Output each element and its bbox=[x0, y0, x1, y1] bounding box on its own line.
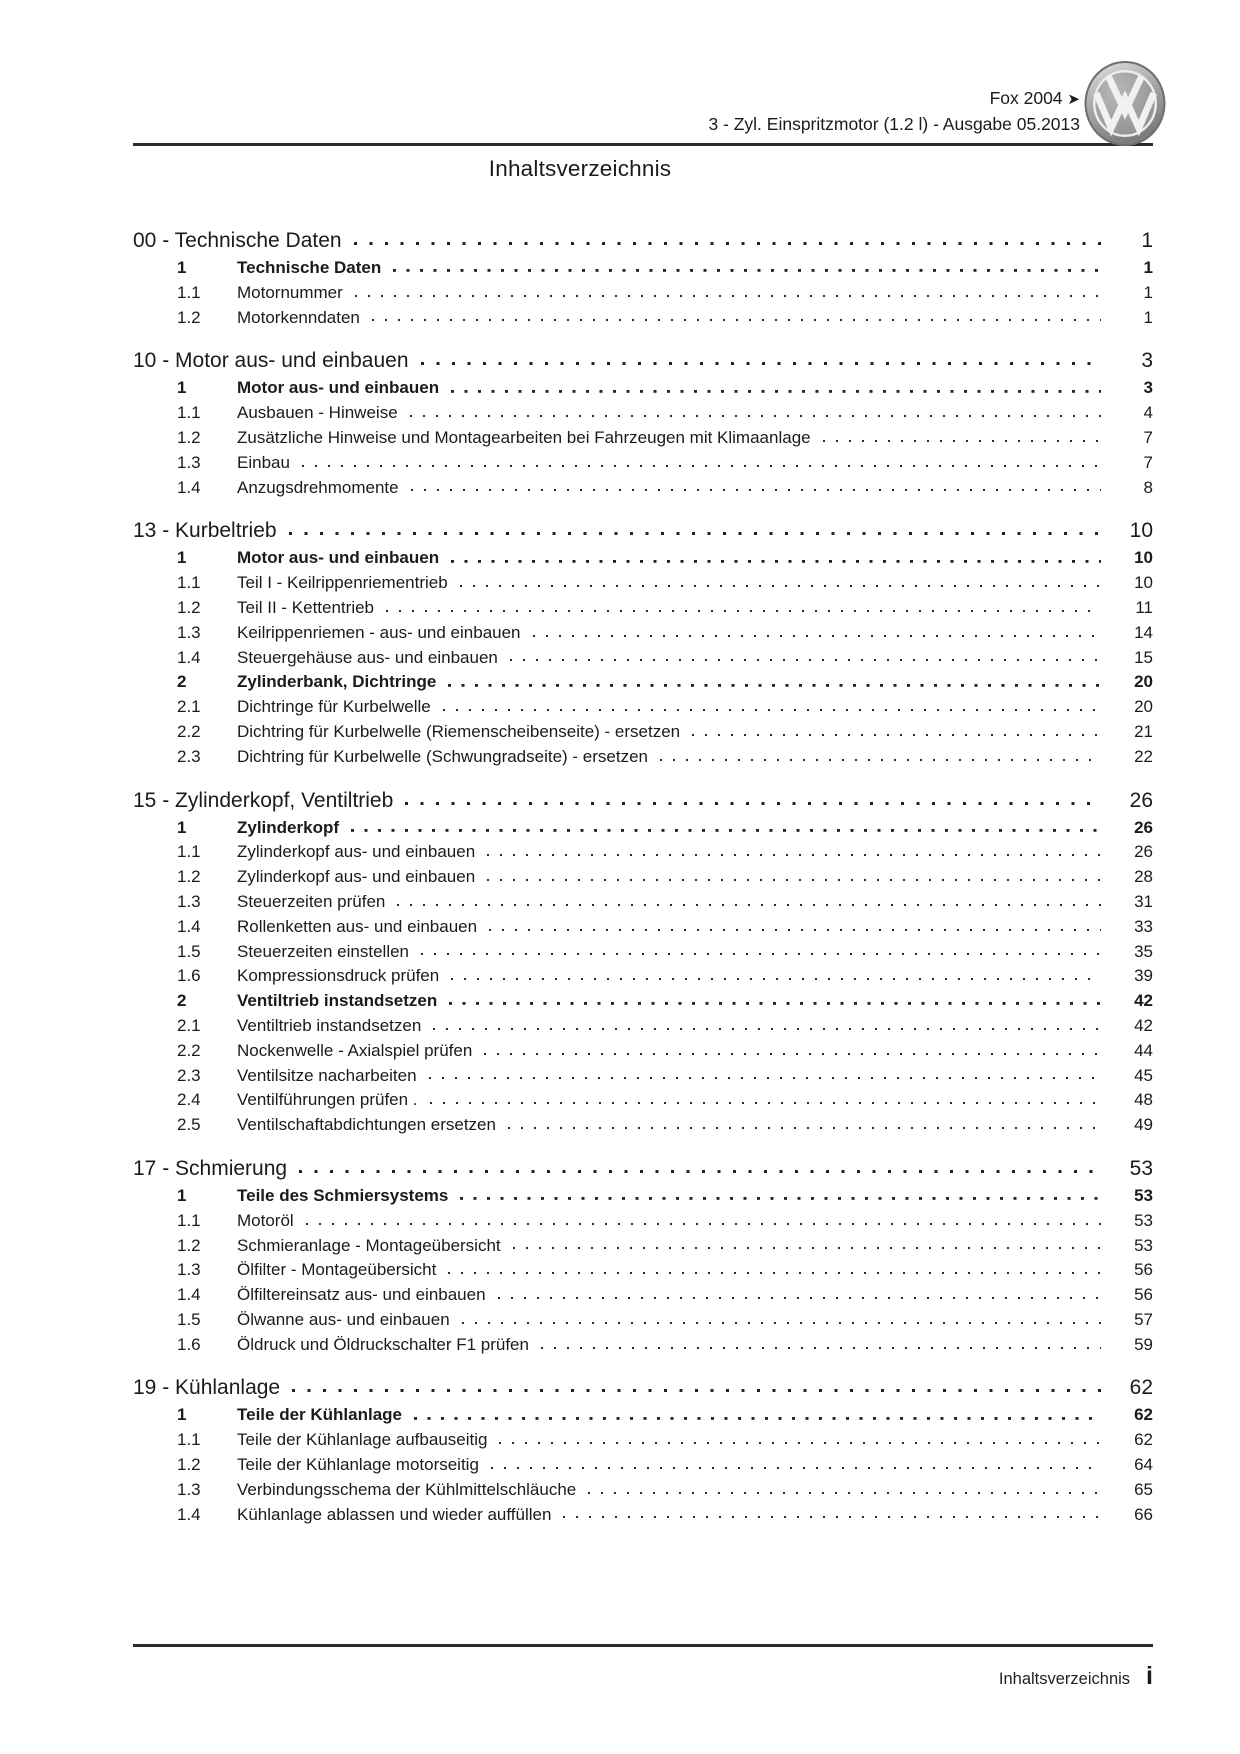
toc-entry-page: 26 bbox=[1134, 817, 1153, 837]
toc-entry-number: 1.3 bbox=[177, 1260, 201, 1280]
toc-entry-label: Motor aus- und einbauen bbox=[237, 378, 440, 398]
toc-section-title: 13 - Kurbeltrieb bbox=[133, 519, 277, 543]
toc-entry bbox=[133, 571, 1153, 596]
toc-entry bbox=[133, 865, 1153, 890]
toc-entry bbox=[133, 596, 1153, 621]
dot-leader bbox=[443, 696, 1101, 712]
dot-leader bbox=[533, 622, 1101, 638]
toc-entry-number: 1.1 bbox=[177, 282, 201, 302]
toc-entry-label: Motor aus- und einbauen bbox=[237, 548, 440, 568]
toc-section bbox=[133, 226, 1153, 330]
toc-entry-page: 10 bbox=[1134, 548, 1153, 568]
toc-entry-number: 1.4 bbox=[177, 1504, 201, 1524]
toc-entry-number: 1.2 bbox=[177, 307, 201, 327]
toc-entry-label: Steuerzeiten einstellen bbox=[237, 941, 410, 961]
toc-entry-page: 28 bbox=[1134, 867, 1153, 887]
dot-leader bbox=[289, 521, 1101, 537]
toc-entry-page: 20 bbox=[1134, 697, 1153, 717]
toc-entry bbox=[133, 621, 1153, 646]
toc-entry-label: Ölfilter - Montageübersicht bbox=[237, 1260, 437, 1280]
dot-leader bbox=[306, 1210, 1101, 1226]
toc-section-title: 19 - Kühlanlage bbox=[133, 1376, 281, 1400]
toc-entry-page: 42 bbox=[1134, 991, 1153, 1011]
toc-section bbox=[133, 786, 1153, 1138]
toc-entry bbox=[133, 451, 1153, 476]
toc-entry-number: 1.4 bbox=[177, 477, 201, 497]
toc-entry-label: Ölfiltereinsatz aus- und einbauen bbox=[237, 1285, 486, 1305]
vw-logo bbox=[1084, 60, 1166, 147]
dot-leader bbox=[484, 1040, 1101, 1056]
toc-entry-label: Zylinderkopf aus- und einbauen bbox=[237, 842, 476, 862]
toc bbox=[133, 226, 1153, 1527]
toc-entry-number: 2 bbox=[177, 672, 187, 692]
toc-entry bbox=[133, 1258, 1153, 1283]
toc-entry-page: 26 bbox=[1134, 842, 1153, 862]
dot-leader bbox=[429, 1065, 1101, 1081]
footer-rule bbox=[133, 1644, 1153, 1647]
toc-entry-number: 1.4 bbox=[177, 647, 201, 667]
header-subtitle: 3 - Zyl. Einspritzmotor (1.2 l) - Ausgabe 05.2013 bbox=[708, 114, 1080, 134]
dot-leader bbox=[563, 1504, 1101, 1520]
dot-leader bbox=[460, 1185, 1101, 1201]
toc-section-title: 10 - Motor aus- und einbauen bbox=[133, 349, 409, 373]
toc-entry-page: 20 bbox=[1134, 672, 1153, 692]
toc-entry bbox=[133, 1014, 1153, 1039]
toc-entry-page: 59 bbox=[1134, 1334, 1153, 1354]
toc-entry-label: Ventilführungen prüfen . bbox=[237, 1090, 418, 1110]
toc-section-page: 62 bbox=[1129, 1376, 1153, 1400]
toc-entry-number: 1.5 bbox=[177, 941, 201, 961]
toc-entry bbox=[133, 1039, 1153, 1064]
toc-entry-number: 2.4 bbox=[177, 1090, 201, 1110]
toc-entry-page: 45 bbox=[1134, 1065, 1153, 1085]
toc-entry bbox=[133, 546, 1153, 571]
toc-entry-label: Dichtring für Kurbelwelle (Riemenscheibenseite) - ersetzen bbox=[237, 721, 681, 741]
toc-entry-label: Zylinderkopf aus- und einbauen bbox=[237, 867, 476, 887]
dot-leader bbox=[489, 916, 1101, 932]
toc-entry bbox=[133, 964, 1153, 989]
toc-entry-label: Nockenwelle - Axialspiel prüfen bbox=[237, 1040, 473, 1060]
toc-section-heading bbox=[133, 1154, 1153, 1184]
toc-entry bbox=[133, 745, 1153, 770]
toc-entry bbox=[133, 989, 1153, 1014]
toc-entry-label: Öldruck und Öldruckschalter F1 prüfen bbox=[237, 1334, 529, 1354]
toc-entry-page: 62 bbox=[1134, 1430, 1153, 1450]
toc-entry bbox=[133, 256, 1153, 281]
dot-leader bbox=[660, 746, 1101, 762]
toc-section-page: 10 bbox=[1129, 519, 1153, 543]
toc-section bbox=[133, 1373, 1153, 1527]
dot-leader bbox=[448, 671, 1101, 687]
dot-leader bbox=[411, 477, 1101, 493]
dot-leader bbox=[491, 1454, 1101, 1470]
toc-entry bbox=[133, 376, 1153, 401]
toc-entry-number: 2.5 bbox=[177, 1115, 201, 1135]
toc-entry-label: Motorkenndaten bbox=[237, 307, 360, 327]
dot-leader bbox=[498, 1284, 1101, 1300]
toc-entry-label: Motoröl bbox=[237, 1210, 294, 1230]
toc-entry-page: 49 bbox=[1134, 1115, 1153, 1135]
toc-entry-label: Anzugsdrehmomente bbox=[237, 477, 399, 497]
dot-leader bbox=[451, 965, 1101, 981]
dot-leader bbox=[510, 647, 1101, 663]
toc-entry-number: 2.3 bbox=[177, 746, 201, 766]
toc-entry-number: 1 bbox=[177, 378, 187, 398]
toc-entry-number: 1 bbox=[177, 1405, 187, 1425]
toc-entry-number: 2.2 bbox=[177, 721, 201, 741]
toc-entry bbox=[133, 426, 1153, 451]
toc-entry-page: 66 bbox=[1134, 1504, 1153, 1524]
dot-leader bbox=[393, 257, 1101, 273]
toc-entry bbox=[133, 1478, 1153, 1503]
dot-leader bbox=[448, 1259, 1101, 1275]
toc-entry-label: Zylinderbank, Dichtringe bbox=[237, 672, 437, 692]
toc-entry bbox=[133, 306, 1153, 331]
header bbox=[133, 0, 1153, 146]
toc-section-title: 15 - Zylinderkopf, Ventiltrieb bbox=[133, 788, 394, 812]
toc-section bbox=[133, 516, 1153, 769]
toc-entry-number: 1.5 bbox=[177, 1309, 201, 1329]
toc-entry-number: 1 bbox=[177, 258, 187, 277]
footer-section-label: Inhaltsverzeichnis bbox=[998, 1670, 1131, 1688]
toc-entry-page: 56 bbox=[1134, 1285, 1153, 1305]
dot-leader bbox=[588, 1479, 1101, 1495]
dot-leader bbox=[299, 1159, 1101, 1175]
toc-entry-label: Kompressionsdruck prüfen bbox=[237, 966, 440, 986]
toc-entry bbox=[133, 1234, 1153, 1259]
dot-leader bbox=[354, 231, 1101, 247]
toc-entry bbox=[133, 1403, 1153, 1428]
toc-entry bbox=[133, 1088, 1153, 1113]
toc-entry bbox=[133, 1333, 1153, 1358]
toc-entry bbox=[133, 476, 1153, 501]
toc-entry-number: 1.6 bbox=[177, 1334, 201, 1354]
toc-entry bbox=[133, 401, 1153, 426]
toc-entry-number: 1.1 bbox=[177, 573, 201, 593]
toc-entry-number: 1.2 bbox=[177, 1455, 201, 1475]
toc-entry bbox=[133, 915, 1153, 940]
toc-section-title: 17 - Schmierung bbox=[133, 1156, 288, 1180]
toc-entry-page: 7 bbox=[1143, 452, 1153, 472]
toc-entry-label: Ölwanne aus- und einbauen bbox=[237, 1309, 450, 1329]
toc-entry-label: Teil I - Keilrippenriementrieb bbox=[237, 573, 448, 593]
dot-leader bbox=[355, 282, 1101, 298]
dot-leader bbox=[460, 572, 1101, 588]
dot-leader bbox=[451, 547, 1101, 563]
toc-entry-label: Teil II - Kettentrieb bbox=[237, 597, 375, 617]
toc-entry-page: 53 bbox=[1134, 1185, 1153, 1205]
toc-entry bbox=[133, 1453, 1153, 1478]
toc-entry-label: Teile des Schmiersystems bbox=[237, 1185, 449, 1205]
toc-entry-number: 2 bbox=[177, 991, 187, 1011]
dot-leader bbox=[451, 377, 1101, 393]
dot-leader bbox=[430, 1089, 1101, 1105]
toc-entry-page: 64 bbox=[1134, 1455, 1153, 1475]
dot-leader bbox=[302, 452, 1101, 468]
toc-section-heading bbox=[133, 346, 1153, 376]
toc-entry-number: 1.4 bbox=[177, 1285, 201, 1305]
toc-entry-number: 1.4 bbox=[177, 916, 201, 936]
toc-entry-label: Schmieranlage - Montageübersicht bbox=[237, 1235, 501, 1255]
toc-entry-label: Ventiltrieb instandsetzen bbox=[237, 991, 438, 1011]
toc-entry-page: 62 bbox=[1134, 1405, 1153, 1425]
toc-section-heading bbox=[133, 1373, 1153, 1403]
dot-leader bbox=[499, 1429, 1101, 1445]
toc-entry-label: Teile der Kühlanlage motorseitig bbox=[237, 1455, 479, 1475]
toc-entry-page: 1 bbox=[1143, 258, 1153, 277]
toc-entry-label: Zylinderkopf bbox=[237, 817, 340, 837]
toc-entry-number: 1.3 bbox=[177, 452, 201, 472]
toc-section-heading bbox=[133, 786, 1153, 816]
dot-leader bbox=[487, 866, 1101, 882]
toc-entry-page: 11 bbox=[1135, 597, 1153, 617]
toc-entry-page: 15 bbox=[1134, 647, 1153, 667]
toc-section-heading bbox=[133, 516, 1153, 546]
dot-leader bbox=[421, 351, 1101, 367]
dot-leader bbox=[462, 1309, 1101, 1325]
toc-section bbox=[133, 346, 1153, 500]
toc-entry-page: 1 bbox=[1143, 282, 1153, 302]
toc-entry-number: 1.6 bbox=[177, 966, 201, 986]
header-model: Fox 2004 bbox=[989, 88, 1063, 108]
toc-entry-page: 22 bbox=[1134, 746, 1153, 766]
toc-entry-label: Zusätzliche Hinweise und Montagearbeiten bei Fahrzeugen mit Klimaanlage bbox=[237, 427, 811, 447]
dot-leader bbox=[405, 791, 1101, 807]
toc-entry bbox=[133, 940, 1153, 965]
footer-page-number: i bbox=[1146, 1662, 1153, 1690]
dot-leader bbox=[397, 891, 1101, 907]
toc-entry-page: 21 bbox=[1134, 721, 1153, 741]
toc-entry-number: 1.1 bbox=[177, 1210, 201, 1230]
toc-entry-page: 1 bbox=[1143, 307, 1153, 327]
toc-entry-label: Ventilschaftabdichtungen ersetzen bbox=[237, 1115, 496, 1135]
toc-entry-label: Motornummer bbox=[237, 282, 343, 302]
toc-entry bbox=[133, 890, 1153, 915]
toc-entry-label: Teile der Kühlanlage aufbauseitig bbox=[237, 1430, 488, 1450]
toc-entry-label: Ventiltrieb instandsetzen bbox=[237, 1015, 422, 1035]
dot-leader bbox=[449, 990, 1101, 1006]
toc-entry bbox=[133, 720, 1153, 745]
dot-leader bbox=[414, 1404, 1101, 1420]
toc-entry-page: 56 bbox=[1134, 1260, 1153, 1280]
header-text bbox=[133, 86, 1153, 136]
toc-entry-number: 1.2 bbox=[177, 427, 201, 447]
toc-entry-page: 57 bbox=[1134, 1309, 1153, 1329]
toc-entry-number: 2.3 bbox=[177, 1065, 201, 1085]
toc-entry-page: 8 bbox=[1143, 477, 1153, 497]
toc-entry bbox=[133, 840, 1153, 865]
toc-entry-page: 7 bbox=[1143, 427, 1153, 447]
page-title: Inhaltsverzeichnis bbox=[488, 156, 672, 181]
toc-entry-page: 39 bbox=[1134, 966, 1153, 986]
dot-leader bbox=[692, 721, 1101, 737]
toc-entry-label: Rollenketten aus- und einbauen bbox=[237, 916, 478, 936]
toc-entry bbox=[133, 1308, 1153, 1333]
dot-leader bbox=[513, 1235, 1101, 1251]
toc-entry-number: 1.2 bbox=[177, 597, 201, 617]
dot-leader bbox=[292, 1378, 1101, 1394]
toc-entry-page: 10 bbox=[1134, 573, 1153, 593]
toc-entry-page: 48 bbox=[1134, 1090, 1153, 1110]
header-rule bbox=[133, 143, 1153, 146]
toc-section bbox=[133, 1154, 1153, 1358]
toc-entry-page: 42 bbox=[1134, 1015, 1153, 1035]
toc-entry bbox=[133, 1113, 1153, 1138]
toc-entry bbox=[133, 1503, 1153, 1528]
toc-entry-page: 65 bbox=[1134, 1479, 1153, 1499]
toc-entry-label: Ausbauen - Hinweise bbox=[237, 403, 398, 423]
toc-entry-label: Steuergehäuse aus- und einbauen bbox=[237, 647, 498, 667]
toc-entry-page: 44 bbox=[1134, 1040, 1153, 1060]
toc-entry bbox=[133, 281, 1153, 306]
toc-entry-number: 1.2 bbox=[177, 867, 201, 887]
toc-entry-page: 31 bbox=[1134, 891, 1153, 911]
toc-section-page: 26 bbox=[1129, 788, 1153, 812]
arrow-right-icon: ➤ bbox=[1067, 91, 1080, 108]
dot-leader bbox=[421, 941, 1101, 957]
toc-entry bbox=[133, 1283, 1153, 1308]
toc-entry-label: Verbindungsschema der Kühlmittelschläuche bbox=[237, 1479, 577, 1499]
toc-entry-number: 1.1 bbox=[177, 1430, 201, 1450]
toc-entry-page: 3 bbox=[1143, 378, 1153, 398]
toc-entry bbox=[133, 816, 1153, 841]
footer bbox=[133, 1644, 1153, 1691]
dot-leader bbox=[372, 307, 1101, 323]
toc-entry-label: Dichtring für Kurbelwelle (Schwungradseite) - ersetzen bbox=[237, 746, 649, 766]
toc-entry-number: 1 bbox=[177, 817, 187, 837]
toc-entry-number: 1.3 bbox=[177, 891, 201, 911]
toc-entry-number: 1.3 bbox=[177, 622, 201, 642]
toc-entry-number: 1 bbox=[177, 548, 187, 568]
toc-entry-label: Keilrippenriemen - aus- und einbauen bbox=[237, 622, 521, 642]
dot-leader bbox=[433, 1015, 1101, 1031]
dot-leader bbox=[541, 1334, 1101, 1350]
toc-entry bbox=[133, 1209, 1153, 1234]
toc-entry-page: 33 bbox=[1134, 916, 1153, 936]
dot-leader bbox=[351, 817, 1101, 833]
toc-entry bbox=[133, 670, 1153, 695]
toc-entry bbox=[133, 1184, 1153, 1209]
toc-entry bbox=[133, 1428, 1153, 1453]
toc-entry-number: 1.2 bbox=[177, 1235, 201, 1255]
toc-entry-label: Kühlanlage ablassen und wieder auffüllen bbox=[237, 1504, 552, 1524]
toc-entry bbox=[133, 1064, 1153, 1089]
toc-entry-label: Technische Daten bbox=[237, 258, 382, 277]
toc-section-heading bbox=[133, 226, 1153, 256]
toc-entry-number: 1.1 bbox=[177, 842, 201, 862]
toc-entry-label: Ventilsitze nacharbeiten bbox=[237, 1065, 417, 1085]
toc-entry-number: 1.1 bbox=[177, 403, 201, 423]
toc-entry-page: 35 bbox=[1134, 941, 1153, 961]
dot-leader bbox=[487, 841, 1101, 857]
toc-entry-number: 2.1 bbox=[177, 1015, 201, 1035]
toc-entry-page: 14 bbox=[1134, 622, 1153, 642]
toc-entry bbox=[133, 695, 1153, 720]
toc-entry-number: 1.3 bbox=[177, 1479, 201, 1499]
toc-entry-page: 53 bbox=[1134, 1235, 1153, 1255]
toc-entry-label: Einbau bbox=[237, 452, 290, 472]
toc-entry-label: Dichtringe für Kurbelwelle bbox=[237, 697, 431, 717]
dot-leader bbox=[410, 402, 1101, 418]
toc-section-page: 3 bbox=[1141, 349, 1153, 373]
footer-text bbox=[133, 1662, 1153, 1691]
toc-entry-number: 2.2 bbox=[177, 1040, 201, 1060]
toc-entry-number: 2.1 bbox=[177, 697, 201, 717]
dot-leader bbox=[386, 597, 1101, 613]
toc-section-page: 53 bbox=[1129, 1156, 1153, 1180]
toc-entry-number: 1 bbox=[177, 1185, 187, 1205]
toc-entry bbox=[133, 646, 1153, 671]
dot-leader bbox=[508, 1114, 1101, 1130]
toc-entry-label: Teile der Kühlanlage bbox=[237, 1405, 403, 1425]
toc-entry-page: 53 bbox=[1134, 1210, 1153, 1230]
toc-section-page: 1 bbox=[1141, 229, 1153, 252]
toc-entry-label: Steuerzeiten prüfen bbox=[237, 891, 386, 911]
header-model-line bbox=[133, 86, 1080, 112]
toc-entry-page: 4 bbox=[1143, 403, 1153, 423]
dot-leader bbox=[823, 427, 1101, 443]
toc-section-title: 00 - Technische Daten bbox=[133, 229, 342, 252]
